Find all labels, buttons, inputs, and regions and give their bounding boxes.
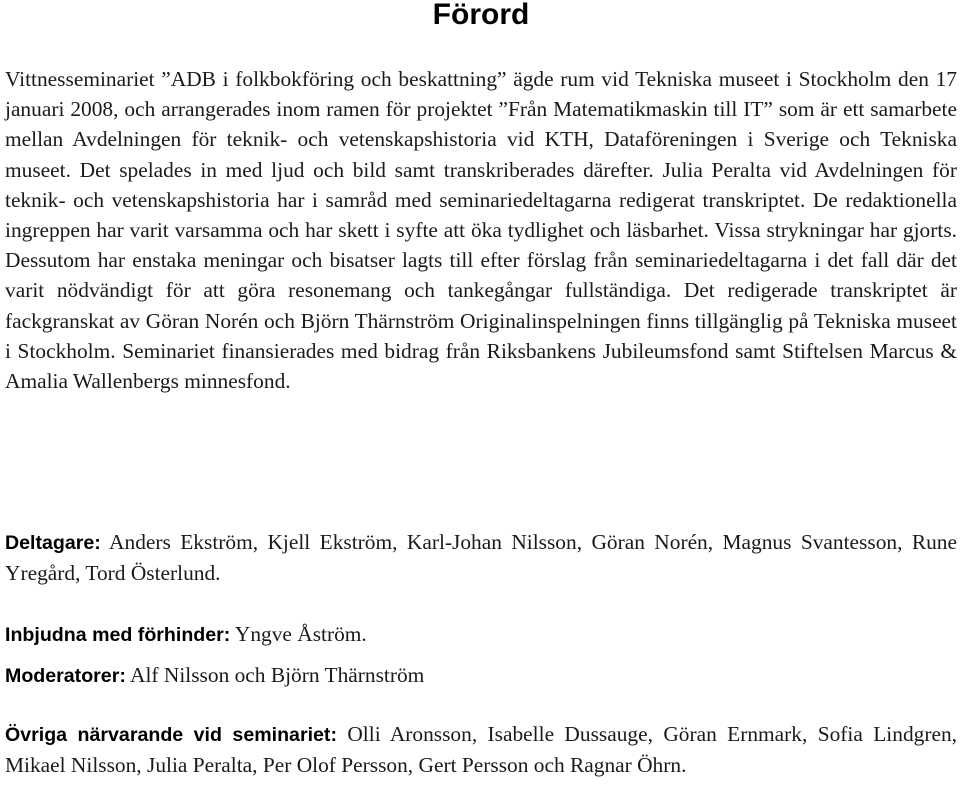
others-present-label: Övriga närvarande vid seminariet: (5, 724, 337, 746)
participants-label: Deltagare: (5, 532, 101, 554)
participants-line (5, 527, 957, 588)
moderators-label: Moderatorer: (5, 665, 126, 687)
participants-names: Anders Ekström, Kjell Ekström, Karl-Johan Nilsson, Göran Norén, Magnus Svantesson, Rune Yregård, Tord Österlund. (5, 530, 957, 586)
document-page (5, 0, 957, 778)
invited-absent-names: Yngve Åström. (230, 622, 367, 646)
moderators-block (5, 660, 957, 691)
others-present-line (5, 719, 957, 780)
moderators-names: Alf Nilsson och Björn Thärnström (125, 663, 425, 687)
invited-absent-label: Inbjudna med förhinder: (5, 624, 231, 646)
moderators-line (5, 660, 957, 691)
invited-absent-block (5, 619, 957, 650)
others-present-names: Olli Aronsson, Isabelle Dussauge, Göran Ernmark, Sofia Lindgren, Mikael Nilsson, Julia Peralta, Per Olof Persson, Gert Persson och Ragnar Öhrn. (5, 722, 957, 778)
participants-block (5, 527, 957, 588)
others-present-block (5, 719, 957, 780)
preface-paragraph: Vittnesseminariet ”ADB i folkbokföring och beskattning” ägde rum vid Tekniska museet i Stockholm den 17 januari 2008, och arrangerades inom ramen för projektet ”Från Matematikmaskin till IT” som är ett samarbete mellan Avdelningen för teknik- och vetenskapshistoria vid KTH, Dataföreningen i Sverige och Tekniska museet. Det spelades in med ljud och bild samt transkriberades därefter. Julia Peralta vid Avdelningen för teknik- och vetenskapshistoria har i samråd med seminariedeltagarna redigerat transkriptet. De redaktionella ingreppen har varit varsamma och har skett i syfte att öka tydlighet och läsbarhet. Vissa strykningar har gjorts. Dessutom har enstaka meningar och bisatser lagts till efter förslag från seminariedeltagarna i det fall där det varit nödvändigt för att göra resonemang och tankegångar fullständiga. Det redigerade transkriptet är fackgranskat av Göran Norén och Björn Thärnström Originalinspelningen finns tillgänglig på Tekniska museet i Stockholm. Seminariet finansierades med bidrag från Riksbankens Jubileumsfond samt Stiftelsen Marcus & Amalia Wallenbergs minnesfond. (5, 67, 957, 394)
page-title: Förord (432, 0, 530, 31)
invited-absent-line (5, 619, 957, 650)
